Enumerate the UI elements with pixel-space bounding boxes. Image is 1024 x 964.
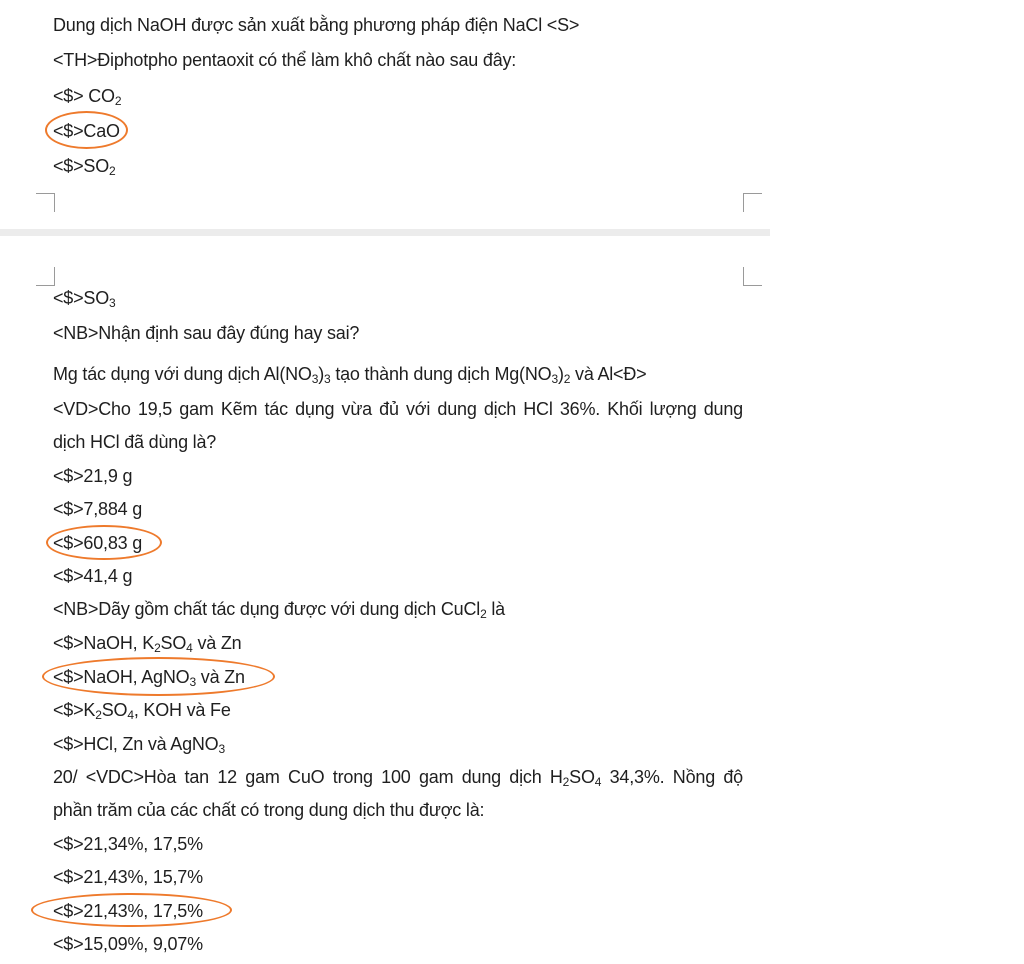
text: ) — [557, 364, 564, 384]
subscript: 2 — [154, 641, 161, 655]
subscript: 2 — [563, 372, 571, 386]
text: tạo thành dung dịch Mg(NO — [330, 364, 552, 384]
subscript: 3 — [324, 372, 331, 386]
option-line — [53, 631, 241, 655]
option-line: <$>21,34%, 17,5% — [53, 834, 203, 854]
option-line: <$>41,4 g — [53, 566, 133, 586]
text: <$>NaOH, AgNO — [53, 667, 190, 687]
subscript: 2 — [95, 708, 102, 722]
option-line — [53, 732, 225, 756]
question-line — [53, 765, 743, 789]
subscript: 3 — [551, 372, 558, 386]
page-corner-mark — [743, 267, 762, 286]
question-line — [53, 597, 505, 621]
option-line: <$>21,43%, 15,7% — [53, 867, 203, 887]
subscript: 2 — [562, 775, 570, 789]
option-line-selected: <$>60,83 g — [53, 533, 143, 553]
text: <$>NaOH, K — [53, 633, 155, 653]
text: Mg tác dụng với dung dịch Al(NO — [53, 364, 312, 384]
question-line: <VD>Cho 19,5 gam Kẽm tác dụng vừa đủ với dung dịch HCl 36%. Khối lượng dung — [53, 399, 743, 419]
option-line: <$>15,09%, 9,07% — [53, 934, 203, 954]
subscript: 2 — [114, 94, 122, 108]
text: SO — [160, 633, 187, 653]
text: <$>HCl, Zn và AgNO — [53, 734, 219, 754]
option-line — [53, 698, 231, 722]
text: và Zn — [192, 633, 242, 653]
subscript: 3 — [311, 372, 319, 386]
subscript: 4 — [186, 641, 193, 655]
option-line-selected: <$>CaO — [53, 121, 120, 141]
subscript: 4 — [594, 775, 602, 789]
page-corner-mark — [36, 267, 55, 286]
text: , KOH và Fe — [133, 700, 231, 720]
option-line: <$>21,9 g — [53, 466, 133, 486]
text: SO — [569, 767, 595, 787]
text: SO — [101, 700, 128, 720]
page-corner-mark — [36, 193, 55, 212]
text: ) — [318, 364, 325, 384]
question-line: <NB>Nhận định sau đây đúng hay sai? — [53, 323, 360, 343]
question-line: <TH>Điphotpho pentaoxit có thể làm khô chất nào sau đây: — [53, 50, 517, 70]
subscript: 2 — [480, 607, 487, 621]
page-separator — [0, 229, 770, 236]
question-line-continued: phần trăm của các chất có trong dung dịch thu được là: — [53, 800, 485, 820]
option-line-selected — [53, 665, 245, 689]
text: và Zn — [195, 667, 245, 687]
subscript: 2 — [109, 164, 116, 178]
subscript: 3 — [218, 742, 225, 756]
option-line — [53, 154, 116, 178]
subscript: 4 — [127, 708, 134, 722]
page-corner-mark — [743, 193, 762, 212]
text: <$> CO — [53, 86, 115, 106]
option-line — [53, 286, 116, 310]
statement-line: Dung dịch NaOH được sản xuất bằng phương pháp điện NaCl <S> — [53, 15, 580, 35]
text: và Al<Đ> — [570, 364, 647, 384]
text: <NB>Dãy gồm chất tác dụng được với dung dịch CuCl — [53, 599, 481, 619]
statement-line — [53, 362, 646, 386]
subscript: 3 — [189, 675, 196, 689]
text: <$>SO — [53, 288, 110, 308]
option-line-selected: <$>21,43%, 17,5% — [53, 901, 203, 921]
text: 20/ <VDC>Hòa tan 12 gam CuO trong 100 gam dung dịch H — [53, 767, 563, 787]
subscript: 3 — [109, 296, 116, 310]
text: là — [486, 599, 505, 619]
text: 34,3%. Nồng độ — [601, 767, 743, 787]
text: <$>SO — [53, 156, 110, 176]
text: <$>K — [53, 700, 96, 720]
option-line: <$>7,884 g — [53, 499, 143, 519]
option-line — [53, 84, 121, 108]
question-line-continued: dịch HCl đã dùng là? — [53, 432, 217, 452]
